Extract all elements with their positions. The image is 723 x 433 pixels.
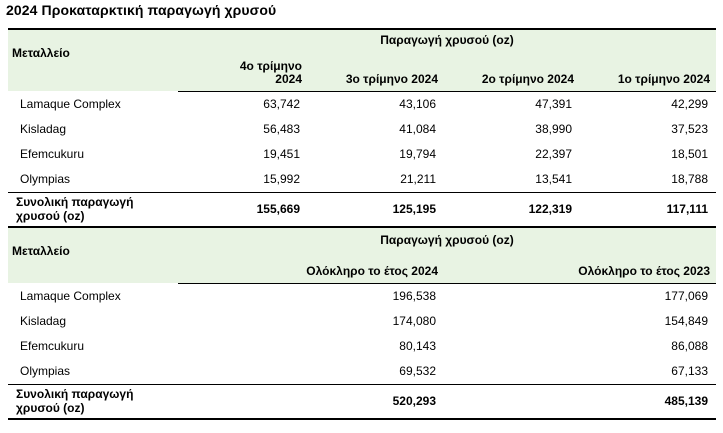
value-cell: 18,501 — [671, 147, 708, 161]
value-cell: 19,794 — [399, 147, 436, 161]
mine-name: Kisladag — [20, 314, 67, 328]
value-cell: 86,088 — [671, 339, 708, 353]
total-value: 520,293 — [178, 384, 444, 419]
total-value: 125,195 — [308, 192, 444, 227]
mine-name: Lamaque Complex — [20, 288, 121, 303]
value-cell: 56,483 — [263, 122, 300, 136]
table-row — [8, 167, 716, 193]
total-value: 117,111 — [580, 192, 716, 227]
value-cell: 67,133 — [671, 364, 708, 378]
table-row — [8, 117, 716, 142]
mine-name: Lamaque Complex — [20, 96, 121, 111]
table-row — [8, 359, 716, 385]
production-group-header: Παραγωγή χρυσού (oz) — [178, 29, 716, 53]
value-cell: 18,788 — [671, 172, 708, 186]
col-header-q1: 1ο τρίμηνο 2024 — [580, 53, 716, 91]
value-cell: 154,849 — [664, 314, 708, 328]
quarterly-production-table — [8, 28, 716, 228]
value-cell: 15,992 — [263, 172, 300, 186]
table-row — [8, 142, 716, 167]
value-cell: 80,143 — [399, 339, 436, 353]
table-row — [8, 334, 716, 359]
value-cell: 22,397 — [535, 147, 572, 161]
value-cell: 42,299 — [671, 97, 708, 111]
document-title: 2024 Προκαταρκτική παραγωγή χρυσού — [6, 2, 277, 18]
value-cell: 69,532 — [399, 364, 436, 378]
value-cell: 196,538 — [392, 289, 436, 303]
total-row — [8, 384, 716, 419]
table-row — [8, 283, 716, 309]
mine-name: Olympias — [20, 364, 71, 378]
mine-name: Efemcukuru — [20, 147, 85, 161]
total-value: 122,319 — [444, 192, 580, 227]
col-header-q3: 3ο τρίμηνο 2024 — [308, 53, 444, 91]
production-group-header: Παραγωγή χρυσού (oz) — [178, 228, 716, 253]
mine-name: Kisladag — [20, 122, 67, 136]
col-header-q2: 2ο τρίμηνο 2024 — [444, 53, 580, 91]
value-cell: 41,084 — [399, 122, 436, 136]
mine-name: Efemcukuru — [20, 339, 85, 353]
value-cell: 43,106 — [399, 97, 436, 111]
value-cell: 38,990 — [535, 122, 572, 136]
table-row — [8, 91, 716, 117]
value-cell: 174,080 — [392, 314, 436, 328]
value-cell: 177,069 — [664, 289, 708, 303]
col-header-fy2023: Ολόκληρο το έτος 2023 — [444, 253, 716, 283]
table-row — [8, 309, 716, 334]
col-header-q4: 4ο τρίμηνο 2024 — [178, 53, 308, 91]
value-cell: 37,523 — [671, 122, 708, 136]
total-value: 485,139 — [444, 384, 716, 419]
col-header-fy2024: Ολόκληρο το έτος 2024 — [178, 253, 444, 283]
mine-column-header: Μεταλλείο — [8, 29, 178, 91]
mine-name: Olympias — [20, 172, 71, 186]
annual-production-table — [8, 228, 716, 420]
value-cell: 13,541 — [535, 172, 572, 186]
value-cell: 21,211 — [400, 172, 436, 186]
total-label: Συνολική παραγωγή χρυσού (oz) — [8, 384, 178, 419]
mine-column-header: Μεταλλείο — [8, 228, 178, 283]
total-value: 155,669 — [178, 192, 308, 227]
value-cell: 63,742 — [263, 97, 300, 111]
total-row — [8, 192, 716, 227]
total-label: Συνολική παραγωγή χρυσού (oz) — [8, 192, 178, 227]
value-cell: 19,451 — [263, 147, 300, 161]
value-cell: 47,391 — [535, 97, 572, 111]
